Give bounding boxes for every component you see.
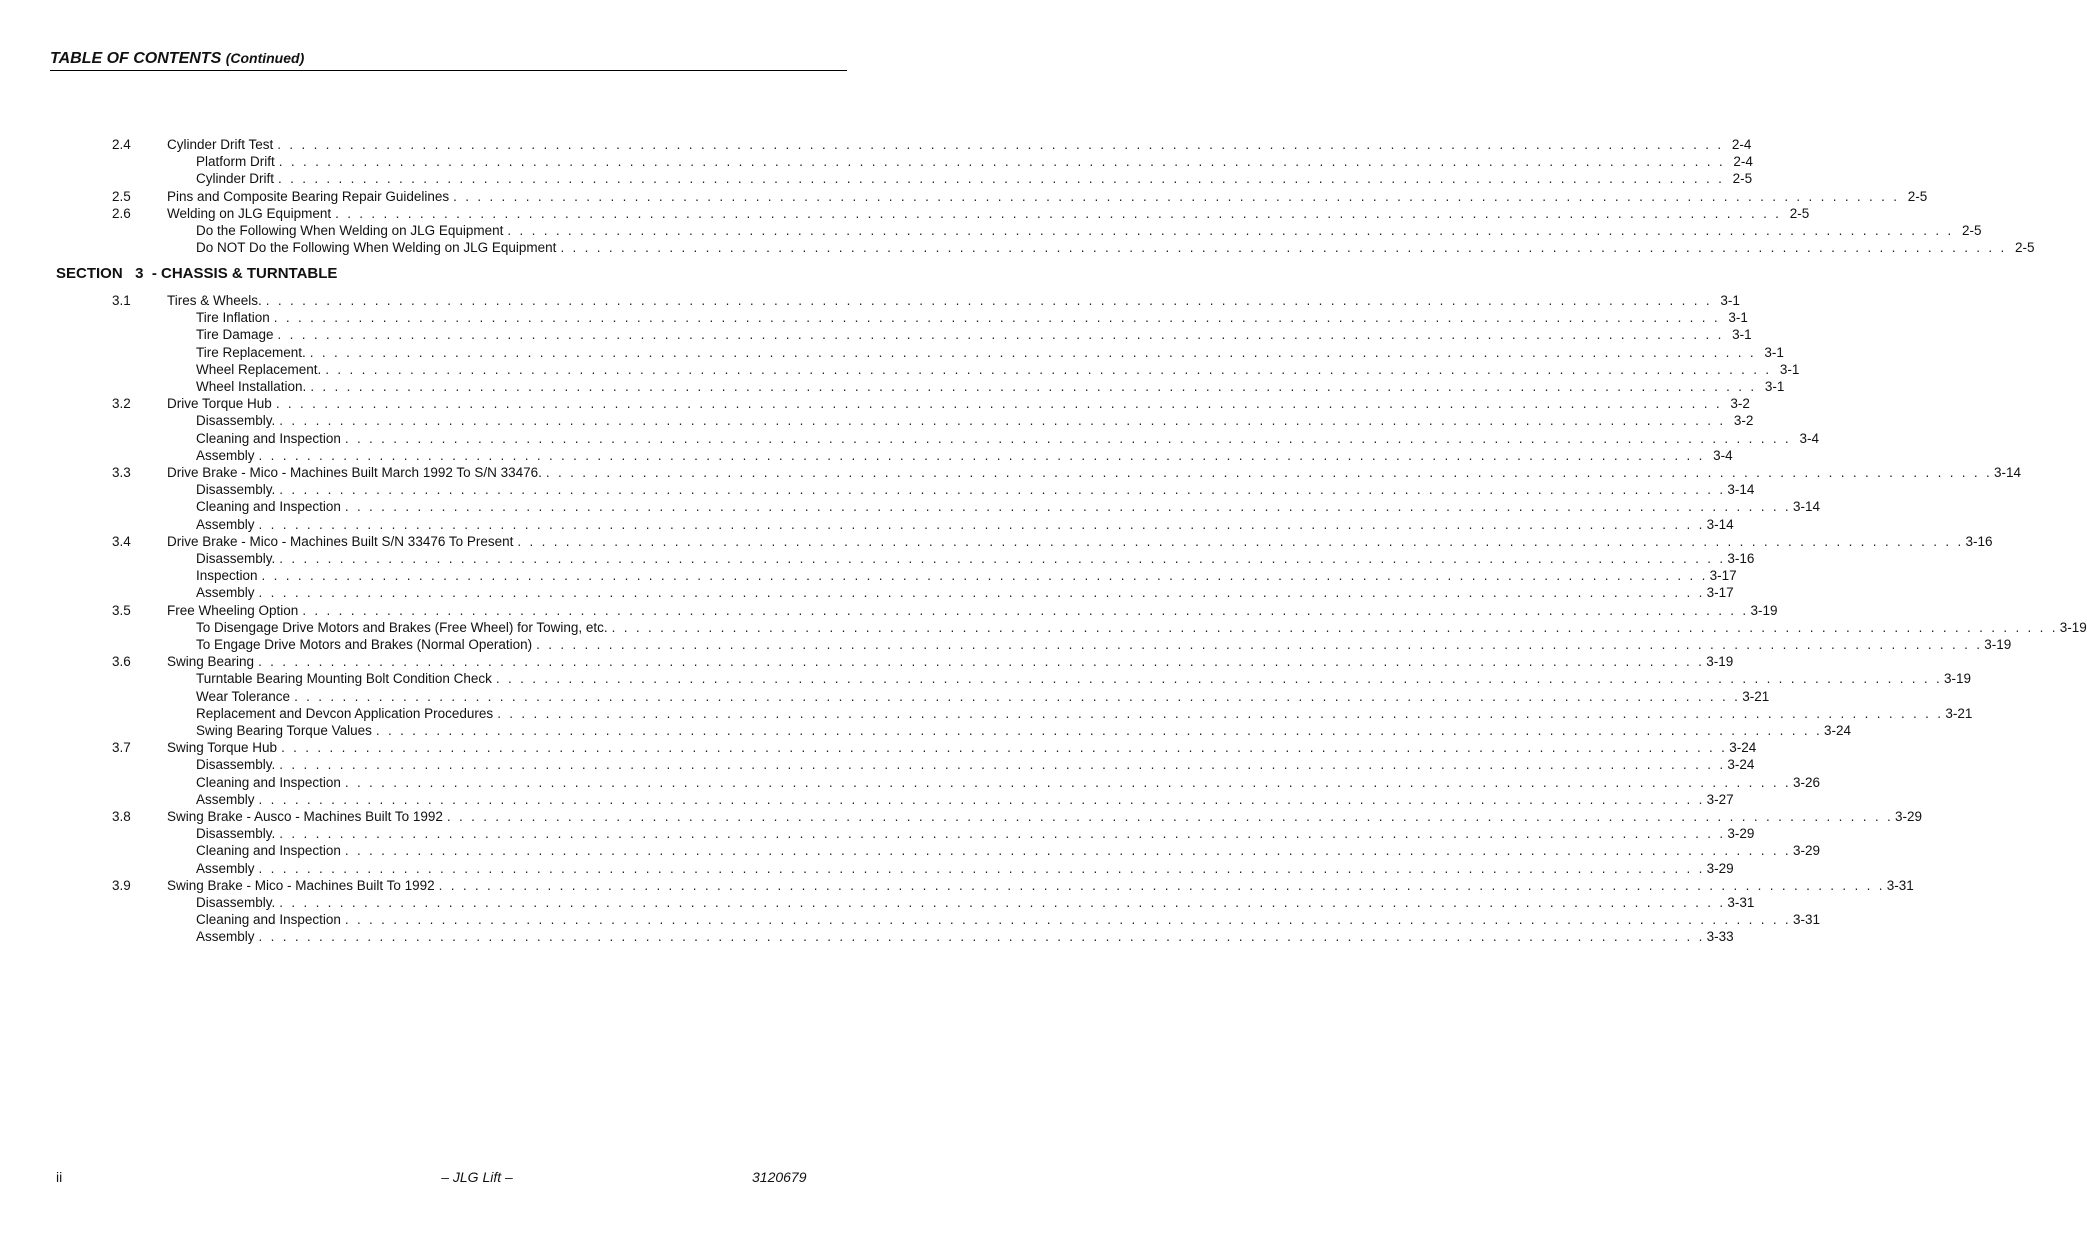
toc-dot-leader: . . . . . . . . . . . . . . . . . . . . . . . . . . . . . . . . . . . . . . . . . . . . . . . . . . . . . . . . . . . . . . . . . . . . . . . . . . . . . . . . . . . . . . . . . . . . . . . . . . . . . . . . . . . . . . . . . . . . . . . . <box>507 223 1954 238</box>
toc-dot-leader: . . . . . . . . . . . . . . . . . . . . . . . . . . . . . . . . . . . . . . . . . . . . . . . . . . . . . . . . . . . . . . . . . . . . . . . . . . . . . . . . . . . . . . . . . . . . . . . . . . . . . . . . . . . . . . . . . . . . . . . . <box>261 568 1708 584</box>
toc-title: Inspection <box>196 568 258 584</box>
toc-entry <box>167 877 1914 894</box>
toc-dot-leader: . . . . . . . . . . . . . . . . . . . . . . . . . . . . . . . . . . . . . . . . . . . . . . . . . . . . . . . . . . . . . . . . . . . . . . . . . . . . . . . . . . . . . . . . . . . . . . . . . . . . . . . . . . . . . . . . . . . . . . . . <box>258 447 1705 463</box>
toc-title: Cleaning and Inspection <box>196 843 341 859</box>
toc-page-number: 3-31 <box>1792 912 1821 928</box>
toc-row <box>0 911 1821 928</box>
toc-entry <box>196 722 1852 739</box>
toc-row <box>0 894 1755 911</box>
toc-section-number: 3.6 <box>112 654 131 670</box>
toc-row <box>0 550 1755 567</box>
toc-page-number: 3-1 <box>1764 344 1784 360</box>
toc-page-number: 3-29 <box>1706 860 1734 876</box>
toc-dot-leader: . . . . . . . . . . . . . . . . . . . . . . . . . . . . . . . . . . . . . . . . . . . . . . . . . . . . . . . . . . . . . . . . . . . . . . . . . . . . . . . . . . . . . . . . . . . . . . . . . . . . . . . . . . . . . . . . . . . . . . . . <box>258 860 1705 876</box>
toc-entry <box>196 567 1737 584</box>
toc-row <box>0 344 1784 361</box>
toc-entry <box>196 619 2087 636</box>
toc-entry <box>167 395 1750 412</box>
toc-dot-leader: . . . . . . . . . . . . . . . . . . . . . . . . . . . . . . . . . . . . . . . . . . . . . . . . . . . . . . . . . . . . . . . . . . . . . . . . . . . . . . . . . . . . . . . . . . . . . . . . . . . . . . . . . . . . . . . . . . . . . . . . <box>281 740 1728 756</box>
toc-entry <box>196 516 1734 533</box>
toc-entry <box>196 756 1755 773</box>
toc-title: Assembly <box>196 791 255 807</box>
toc-dot-leader: . . . . . . . . . . . . . . . . . . . . . . . . . . . . . . . . . . . . . . . . . . . . . . . . . . . . . . . . . . . . . . . . . . . . . . . . . . . . . . . . . . . . . . . . . . . . . . . . . . . . . . . . . . . . . . . . . . . . . . . . <box>517 533 1964 549</box>
toc-page-number: 2-5 <box>1962 223 1982 238</box>
toc-dot-leader: . . . . . . . . . . . . . . . . . . . . . . . . . . . . . . . . . . . . . . . . . . . . . . . . . . . . . . . . . . . . . . . . . . . . . . . . . . . . . . . . . . . . . . . . . . . . . . . . . . . . . . . . . . . . . . . . . . . . . . . . <box>294 688 1741 704</box>
toc-row <box>0 498 1821 515</box>
toc-dot-leader: . . . . . . . . . . . . . . . . . . . . . . . . . . . . . . . . . . . . . . . . . . . . . . . . . . . . . . . . . . . . . . . . . . . . . . . . . . . . . . . . . . . . . . . . . . . . . . . . . . . . . . . . . . . . . . . . . . . . . . . . <box>497 705 1944 721</box>
toc-dot-leader: . . . . . . . . . . . . . . . . . . . . . . . . . . . . . . . . . . . . . . . . . . . . . . . . . . . . . . . . . . . . . . . . . . . . . . . . . . . . . . . . . . . . . . . . . . . . . . . . . . . . . . . . . . . . . . . . . . . . . . . . <box>277 327 1724 343</box>
toc-page-number: 3-27 <box>1706 791 1734 807</box>
toc-entry <box>167 808 1923 825</box>
toc-dot-leader: . . . . . . . . . . . . . . . . . . . . . . . . . . . . . . . . . . . . . . . . . . . . . . . . . . . . . . . . . . . . . . . . . . . . . . . . . . . . . . . . . . . . . . . . . . . . . . . . . . . . . . . . . . . . . . . . . . . . . . . . <box>309 344 1756 360</box>
toc-row <box>0 602 1778 619</box>
toc-entry <box>167 205 1810 222</box>
toc-entry <box>196 928 1734 945</box>
toc-entry <box>196 636 2012 653</box>
toc-title: To Disengage Drive Motors and Brakes (Free Wheel) for Towing, etc. <box>196 619 608 635</box>
toc-page-number: 3-1 <box>1732 327 1752 343</box>
toc-title: Cleaning and Inspection <box>196 912 341 928</box>
toc-section-number: 3.7 <box>112 740 131 756</box>
toc-title: Disassembly. <box>196 413 276 429</box>
toc-dot-leader: . . . . . . . . . . . . . . . . . . . . . . . . . . . . . . . . . . . . . . . . . . . . . . . . . . . . . . . . . . . . . . . . . . . . . . . . . . . . . . . . . . . . . . . . . . . . . . . . . . . . . . . . . . . . . . . . . . . . . . . . <box>265 293 1712 308</box>
toc-title: Platform Drift <box>196 154 275 170</box>
toc-entry <box>196 774 1821 791</box>
toc-section-number: 3.1 <box>112 293 131 308</box>
toc-title: To Engage Drive Motors and Brakes (Normal Operation) <box>196 637 533 652</box>
toc-dot-leader: . . . . . . . . . . . . . . . . . . . . . . . . . . . . . . . . . . . . . . . . . . . . . . . . . . . . . . . . . . . . . . . . . . . . . . . . . . . . . . . . . . . . . . . . . . . . . . . . . . . . . . . . . . . . . . . . . . . . . . . . <box>344 912 1791 928</box>
toc-title: Disassembly. <box>196 757 276 773</box>
toc-entry <box>196 344 1784 361</box>
toc-section-number: 3.3 <box>112 465 131 480</box>
toc-dot-leader: . . . . . . . . . . . . . . . . . . . . . . . . . . . . . . . . . . . . . . . . . . . . . . . . . . . . . . . . . . . . . . . . . . . . . . . . . . . . . . . . . . . . . . . . . . . . . . . . . . . . . . . . . . . . . . . . . . . . . . . . <box>278 171 1725 187</box>
toc-page-number: 3-24 <box>1729 740 1757 756</box>
toc-title: Wheel Installation. <box>196 379 307 394</box>
toc-dot-leader: . . . . . . . . . . . . . . . . . . . . . . . . . . . . . . . . . . . . . . . . . . . . . . . . . . . . . . . . . . . . . . . . . . . . . . . . . . . . . . . . . . . . . . . . . . . . . . . . . . . . . . . . . . . . . . . . . . . . . . . . <box>258 654 1705 670</box>
toc-title: Tires & Wheels. <box>167 293 262 308</box>
toc-dot-leader: . . . . . . . . . . . . . . . . . . . . . . . . . . . . . . . . . . . . . . . . . . . . . . . . . . . . . . . . . . . . . . . . . . . . . . . . . . . . . . . . . . . . . . . . . . . . . . . . . . . . . . . . . . . . . . . . . . . . . . . . <box>279 895 1726 910</box>
toc-entry <box>196 239 2035 256</box>
toc-title: Cleaning and Inspection <box>196 430 341 446</box>
toc-page-number: 3-16 <box>1727 551 1755 566</box>
toc-title: Assembly <box>196 929 255 945</box>
toc-row <box>0 222 1982 239</box>
toc-row <box>0 136 1752 153</box>
toc-row <box>0 205 1810 222</box>
toc-page-number: 3-1 <box>1779 361 1800 377</box>
toc-row <box>0 153 1753 170</box>
toc-page-number: 3-24 <box>1727 757 1755 773</box>
toc-title: Wheel Replacement. <box>196 361 322 377</box>
toc-title: Pins and Composite Bearing Repair Guidelines <box>167 188 450 204</box>
toc-dot-leader: . . . . . . . . . . . . . . . . . . . . . . . . . . . . . . . . . . . . . . . . . . . . . . . . . . . . . . . . . . . . . . . . . . . . . . . . . . . . . . . . . . . . . . . . . . . . . . . . . . . . . . . . . . . . . . . . . . . . . . . . <box>453 188 1900 204</box>
toc-page-number: 3-19 <box>1984 637 2012 652</box>
toc-dot-leader: . . . . . . . . . . . . . . . . . . . . . . . . . . . . . . . . . . . . . . . . . . . . . . . . . . . . . . . . . . . . . . . . . . . . . . . . . . . . . . . . . . . . . . . . . . . . . . . . . . . . . . . . . . . . . . . . . . . . . . . . <box>344 430 1791 446</box>
toc-page-number: 3-31 <box>1886 877 1914 893</box>
toc-row <box>0 430 1819 447</box>
toc-page-number: 3-2 <box>1730 396 1750 412</box>
toc-dot-leader: . . . . . . . . . . . . . . . . . . . . . . . . . . . . . . . . . . . . . . . . . . . . . . . . . . . . . . . . . . . . . . . . . . . . . . . . . . . . . . . . . . . . . . . . . . . . . . . . . . . . . . . . . . . . . . . . . . . . . . . . <box>273 310 1720 326</box>
toc-title: Turntable Bearing Mounting Bolt Condition Check <box>196 671 492 687</box>
toc-title: Drive Brake - Mico - Machines Built March 1992 To S/N 33476. <box>167 465 542 480</box>
toc-row <box>0 653 1734 670</box>
toc-entry <box>196 842 1821 859</box>
toc-row <box>0 774 1821 791</box>
toc-entry <box>196 860 1734 877</box>
toc-dot-leader: . . . . . . . . . . . . . . . . . . . . . . . . . . . . . . . . . . . . . . . . . . . . . . . . . . . . . . . . . . . . . . . . . . . . . . . . . . . . . . . . . . . . . . . . . . . . . . . . . . . . . . . . . . . . . . . . . . . . . . . . <box>258 585 1705 601</box>
toc-section-number: 3.9 <box>112 877 131 893</box>
toc-page-number: 3-16 <box>1965 533 1993 549</box>
toc-row <box>0 670 1972 687</box>
toc-row <box>0 842 1821 859</box>
toc-dot-leader: . . . . . . . . . . . . . . . . . . . . . . . . . . . . . . . . . . . . . . . . . . . . . . . . . . . . . . . . . . . . . . . . . . . . . . . . . . . . . . . . . . . . . . . . . . . . . . . . . . . . . . . . . . . . . . . . . . . . . . . . <box>279 413 1726 429</box>
toc-entry <box>167 464 2022 481</box>
header-title: TABLE OF CONTENTS <box>50 50 222 67</box>
toc-title: Welding on JLG Equipment <box>167 205 332 221</box>
toc-title: Disassembly. <box>196 482 276 498</box>
toc-dot-leader: . . . . . . . . . . . . . . . . . . . . . . . . . . . . . . . . . . . . . . . . . . . . . . . . . . . . . . . . . . . . . . . . . . . . . . . . . . . . . . . . . . . . . . . . . . . . . . . . . . . . . . . . . . . . . . . . . . . . . . . . <box>344 774 1791 790</box>
toc-title: Do the Following When Welding on JLG Equipment <box>196 223 504 238</box>
toc-row <box>0 395 1750 412</box>
toc-entry <box>196 705 1973 722</box>
toc-title: Assembly <box>196 516 255 532</box>
toc-entry <box>167 653 1734 670</box>
toc-page-number: 3-31 <box>1727 895 1755 910</box>
toc-title: Wear Tolerance <box>196 688 291 704</box>
toc-entry <box>196 153 1753 170</box>
toc-row <box>0 808 1923 825</box>
toc-page-number: 2-5 <box>1732 171 1753 187</box>
toc-title: Replacement and Devcon Application Procedures <box>196 705 494 721</box>
toc-entry <box>196 326 1752 343</box>
toc-entry <box>196 222 1982 239</box>
toc-title: Swing Bearing <box>167 654 255 670</box>
toc-dot-leader: . . . . . . . . . . . . . . . . . . . . . . . . . . . . . . . . . . . . . . . . . . . . . . . . . . . . . . . . . . . . . . . . . . . . . . . . . . . . . . . . . . . . . . . . . . . . . . . . . . . . . . . . . . . . . . . . . . . . . . . . <box>275 396 1722 412</box>
footer-center: – JLG Lift – <box>441 1169 513 1185</box>
toc-row <box>0 481 1755 498</box>
toc-dot-leader: . . . . . . . . . . . . . . . . . . . . . . . . . . . . . . . . . . . . . . . . . . . . . . . . . . . . . . . . . . . . . . . . . . . . . . . . . . . . . . . . . . . . . . . . . . . . . . . . . . . . . . . . . . . . . . . . . . . . . . . . <box>560 240 2007 256</box>
toc-section-number: 2.4 <box>112 137 131 152</box>
toc-title: Disassembly. <box>196 895 276 910</box>
toc-dot-leader: . . . . . . . . . . . . . . . . . . . . . . . . . . . . . . . . . . . . . . . . . . . . . . . . . . . . . . . . . . . . . . . . . . . . . . . . . . . . . . . . . . . . . . . . . . . . . . . . . . . . . . . . . . . . . . . . . . . . . . . . <box>302 602 1749 618</box>
toc-dot-leader: . . . . . . . . . . . . . . . . . . . . . . . . . . . . . . . . . . . . . . . . . . . . . . . . . . . . . . . . . . . . . . . . . . . . . . . . . . . . . . . . . . . . . . . . . . . . . . . . . . . . . . . . . . . . . . . . . . . . . . . . <box>279 757 1726 773</box>
toc-section-number: 3.5 <box>112 602 131 618</box>
toc-page-number: 3-14 <box>1994 465 2022 480</box>
toc-row <box>0 928 1734 945</box>
toc-section-number: 2.6 <box>112 205 131 221</box>
toc-title: Free Wheeling Option <box>167 602 299 618</box>
toc-row <box>0 447 1733 464</box>
toc-dot-leader: . . . . . . . . . . . . . . . . . . . . . . . . . . . . . . . . . . . . . . . . . . . . . . . . . . . . . . . . . . . . . . . . . . . . . . . . . . . . . . . . . . . . . . . . . . . . . . . . . . . . . . . . . . . . . . . . . . . . . . . . <box>611 619 2058 635</box>
toc-section-number: 3.8 <box>112 809 131 824</box>
toc-title: Swing Torque Hub <box>167 740 278 756</box>
toc-title: Cylinder Drift Test <box>167 137 274 152</box>
toc-row <box>0 378 1785 395</box>
toc-entry <box>167 188 1928 205</box>
toc-page-number: 3-19 <box>1944 671 1972 687</box>
toc-entry <box>196 825 1755 842</box>
toc-title: Cleaning and Inspection <box>196 774 341 790</box>
toc-entry <box>196 550 1755 567</box>
toc-row <box>0 791 1734 808</box>
toc-title: Assembly <box>196 585 255 601</box>
toc-page-number: 3-19 <box>2059 619 2087 635</box>
toc-dot-leader: . . . . . . . . . . . . . . . . . . . . . . . . . . . . . . . . . . . . . . . . . . . . . . . . . . . . . . . . . . . . . . . . . . . . . . . . . . . . . . . . . . . . . . . . . . . . . . . . . . . . . . . . . . . . . . . . . . . . . . . . <box>277 137 1724 152</box>
toc-page-number: 3-1 <box>1728 310 1748 326</box>
toc-title: Disassembly. <box>196 551 276 566</box>
toc-title: Cylinder Drift <box>196 171 275 187</box>
toc-row <box>0 309 1748 326</box>
toc-page-number: 2-4 <box>1733 154 1753 170</box>
toc-row <box>0 705 1973 722</box>
toc-row <box>0 860 1734 877</box>
toc-page-number: 3-19 <box>1750 602 1778 618</box>
toc-entry <box>196 378 1785 395</box>
toc-dot-leader: . . . . . . . . . . . . . . . . . . . . . . . . . . . . . . . . . . . . . . . . . . . . . . . . . . . . . . . . . . . . . . . . . . . . . . . . . . . . . . . . . . . . . . . . . . . . . . . . . . . . . . . . . . . . . . . . . . . . . . . . <box>279 482 1726 498</box>
toc-title: Swing Bearing Torque Values <box>196 723 372 738</box>
footer-doc-number: 3120679 <box>752 1169 807 1185</box>
toc-entry <box>196 170 1753 187</box>
toc-dot-leader: . . . . . . . . . . . . . . . . . . . . . . . . . . . . . . . . . . . . . . . . . . . . . . . . . . . . . . . . . . . . . . . . . . . . . . . . . . . . . . . . . . . . . . . . . . . . . . . . . . . . . . . . . . . . . . . . . . . . . . . . <box>258 791 1705 807</box>
toc-entry <box>196 498 1821 515</box>
toc-dot-leader: . . . . . . . . . . . . . . . . . . . . . . . . . . . . . . . . . . . . . . . . . . . . . . . . . . . . . . . . . . . . . . . . . . . . . . . . . . . . . . . . . . . . . . . . . . . . . . . . . . . . . . . . . . . . . . . . . . . . . . . . <box>279 551 1726 566</box>
toc-page-number: 3-1 <box>1764 379 1785 394</box>
toc-row <box>0 412 1754 429</box>
toc-row <box>0 619 2087 636</box>
toc-dot-leader: . . . . . . . . . . . . . . . . . . . . . . . . . . . . . . . . . . . . . . . . . . . . . . . . . . . . . . . . . . . . . . . . . . . . . . . . . . . . . . . . . . . . . . . . . . . . . . . . . . . . . . . . . . . . . . . . . . . . . . . . <box>375 723 1822 738</box>
toc-page-number: 2-5 <box>1907 188 1928 204</box>
toc-section-number: 2.5 <box>112 188 131 204</box>
toc-row <box>0 326 1752 343</box>
toc-dot-leader: . . . . . . . . . . . . . . . . . . . . . . . . . . . . . . . . . . . . . . . . . . . . . . . . . . . . . . . . . . . . . . . . . . . . . . . . . . . . . . . . . . . . . . . . . . . . . . . . . . . . . . . . . . . . . . . . . . . . . . . . <box>495 671 1943 687</box>
toc-title: Disassembly. <box>196 826 276 842</box>
toc-row <box>0 584 1734 601</box>
toc-row <box>0 877 1914 894</box>
toc-page-number: 3-29 <box>1895 809 1923 824</box>
toc-entry <box>167 292 1740 309</box>
toc-title: Do NOT Do the Following When Welding on JLG Equipment <box>196 240 557 256</box>
toc-dot-leader: . . . . . . . . . . . . . . . . . . . . . . . . . . . . . . . . . . . . . . . . . . . . . . . . . . . . . . . . . . . . . . . . . . . . . . . . . . . . . . . . . . . . . . . . . . . . . . . . . . . . . . . . . . . . . . . . . . . . . . . . <box>545 465 1993 480</box>
toc-section-number: 3.4 <box>112 533 131 549</box>
toc-row <box>0 739 1757 756</box>
toc-title: Drive Brake - Mico - Machines Built S/N 33476 To Present <box>167 533 514 549</box>
toc-page-number: 3-29 <box>1792 843 1821 859</box>
toc-dot-leader: . . . . . . . . . . . . . . . . . . . . . . . . . . . . . . . . . . . . . . . . . . . . . . . . . . . . . . . . . . . . . . . . . . . . . . . . . . . . . . . . . . . . . . . . . . . . . . . . . . . . . . . . . . . . . . . . . . . . . . . . <box>258 929 1705 945</box>
toc-entry <box>167 739 1757 756</box>
page-header <box>50 50 847 71</box>
toc-page-number: 3-26 <box>1792 774 1821 790</box>
toc-page-number: 3-14 <box>1792 499 1821 515</box>
toc-row <box>0 688 1770 705</box>
toc-page-number: 3-21 <box>1945 705 1973 721</box>
toc-page-number: 3-19 <box>1706 654 1734 670</box>
toc-entry <box>196 309 1748 326</box>
toc-entry <box>196 688 1770 705</box>
toc-page-number: 2-5 <box>2015 240 2035 256</box>
toc-section-number: 3.2 <box>112 396 131 412</box>
toc-title: Tire Inflation <box>196 310 270 326</box>
toc-row <box>0 188 1928 205</box>
toc-dot-leader: . . . . . . . . . . . . . . . . . . . . . . . . . . . . . . . . . . . . . . . . . . . . . . . . . . . . . . . . . . . . . . . . . . . . . . . . . . . . . . . . . . . . . . . . . . . . . . . . . . . . . . . . . . . . . . . . . . . . . . . . <box>278 154 1725 170</box>
toc-entry <box>167 533 1993 550</box>
toc-row <box>0 567 1737 584</box>
toc-title: Cleaning and Inspection <box>196 499 341 515</box>
toc-dot-leader: . . . . . . . . . . . . . . . . . . . . . . . . . . . . . . . . . . . . . . . . . . . . . . . . . . . . . . . . . . . . . . . . . . . . . . . . . . . . . . . . . . . . . . . . . . . . . . . . . . . . . . . . . . . . . . . . . . . . . . . . <box>325 361 1772 377</box>
toc-entry <box>196 481 1755 498</box>
toc-entry <box>167 136 1752 153</box>
toc-dot-leader: . . . . . . . . . . . . . . . . . . . . . . . . . . . . . . . . . . . . . . . . . . . . . . . . . . . . . . . . . . . . . . . . . . . . . . . . . . . . . . . . . . . . . . . . . . . . . . . . . . . . . . . . . . . . . . . . . . . . . . . . <box>344 843 1791 859</box>
toc-entry <box>196 430 1819 447</box>
toc-row <box>0 516 1734 533</box>
toc-dot-leader: . . . . . . . . . . . . . . . . . . . . . . . . . . . . . . . . . . . . . . . . . . . . . . . . . . . . . . . . . . . . . . . . . . . . . . . . . . . . . . . . . . . . . . . . . . . . . . . . . . . . . . . . . . . . . . . . . . . . . . . . <box>446 809 1894 824</box>
toc-row <box>0 239 2035 256</box>
toc-title: Tire Replacement. <box>196 344 306 360</box>
toc-page-number: 2-5 <box>1789 205 1810 221</box>
toc-dot-leader: . . . . . . . . . . . . . . . . . . . . . . . . . . . . . . . . . . . . . . . . . . . . . . . . . . . . . . . . . . . . . . . . . . . . . . . . . . . . . . . . . . . . . . . . . . . . . . . . . . . . . . . . . . . . . . . . . . . . . . . . <box>335 205 1782 221</box>
toc-page-number: 3-21 <box>1742 688 1770 704</box>
toc-page-number: 2-4 <box>1731 137 1752 152</box>
toc-page-number: 3-2 <box>1733 413 1754 429</box>
toc-page-number: 3-33 <box>1706 929 1734 945</box>
toc-entry <box>196 412 1754 429</box>
toc-title: Swing Brake - Mico - Machines Built To 1992 <box>167 877 435 893</box>
toc-dot-leader: . . . . . . . . . . . . . . . . . . . . . . . . . . . . . . . . . . . . . . . . . . . . . . . . . . . . . . . . . . . . . . . . . . . . . . . . . . . . . . . . . . . . . . . . . . . . . . . . . . . . . . . . . . . . . . . . . . . . . . . . <box>536 637 1983 652</box>
toc-dot-leader: . . . . . . . . . . . . . . . . . . . . . . . . . . . . . . . . . . . . . . . . . . . . . . . . . . . . . . . . . . . . . . . . . . . . . . . . . . . . . . . . . . . . . . . . . . . . . . . . . . . . . . . . . . . . . . . . . . . . . . . . <box>258 516 1705 532</box>
toc-page-number: 3-1 <box>1720 293 1740 308</box>
toc-title: Swing Brake - Ausco - Machines Built To 1992 <box>167 809 443 824</box>
toc-page-number: 3-24 <box>1824 723 1852 738</box>
toc-dot-leader: . . . . . . . . . . . . . . . . . . . . . . . . . . . . . . . . . . . . . . . . . . . . . . . . . . . . . . . . . . . . . . . . . . . . . . . . . . . . . . . . . . . . . . . . . . . . . . . . . . . . . . . . . . . . . . . . . . . . . . . . <box>279 826 1726 842</box>
toc-page-number: 3-4 <box>1713 447 1733 463</box>
toc-entry <box>167 602 1778 619</box>
toc-row <box>0 533 1993 550</box>
toc-page-number: 3-17 <box>1706 585 1734 601</box>
toc-row <box>0 361 1800 378</box>
toc-entry <box>196 447 1733 464</box>
toc-title: Assembly <box>196 860 255 876</box>
toc-dot-leader: . . . . . . . . . . . . . . . . . . . . . . . . . . . . . . . . . . . . . . . . . . . . . . . . . . . . . . . . . . . . . . . . . . . . . . . . . . . . . . . . . . . . . . . . . . . . . . . . . . . . . . . . . . . . . . . . . . . . . . . . <box>344 499 1791 515</box>
section-heading: SECTION 3 - CHASSIS & TURNTABLE <box>56 265 338 282</box>
toc-title: Tire Damage <box>196 327 274 343</box>
header-continued: (Continued) <box>225 50 305 66</box>
toc-row <box>0 292 1740 309</box>
toc-row <box>0 636 2012 653</box>
toc-entry <box>196 911 1821 928</box>
toc-page-number: 3-17 <box>1709 568 1737 584</box>
toc-title: Assembly <box>196 447 255 463</box>
toc-entry <box>196 584 1734 601</box>
toc-page-number: 3-4 <box>1799 430 1819 446</box>
toc-entry <box>196 894 1755 911</box>
toc-row <box>0 756 1755 773</box>
toc-dot-leader: . . . . . . . . . . . . . . . . . . . . . . . . . . . . . . . . . . . . . . . . . . . . . . . . . . . . . . . . . . . . . . . . . . . . . . . . . . . . . . . . . . . . . . . . . . . . . . . . . . . . . . . . . . . . . . . . . . . . . . . . <box>310 379 1757 394</box>
toc-row <box>0 464 2022 481</box>
toc-entry <box>196 670 1972 687</box>
toc-page-number: 3-14 <box>1706 516 1734 532</box>
toc-row <box>0 722 1852 739</box>
toc-entry <box>196 361 1800 378</box>
toc-page-number: 3-29 <box>1727 826 1755 842</box>
toc-title: Drive Torque Hub <box>167 396 272 412</box>
toc-entry <box>196 791 1734 808</box>
toc-dot-leader: . . . . . . . . . . . . . . . . . . . . . . . . . . . . . . . . . . . . . . . . . . . . . . . . . . . . . . . . . . . . . . . . . . . . . . . . . . . . . . . . . . . . . . . . . . . . . . . . . . . . . . . . . . . . . . . . . . . . . . . . <box>438 877 1885 893</box>
footer-page-label: ii <box>56 1169 63 1185</box>
toc-row <box>0 825 1755 842</box>
toc-row <box>0 170 1753 187</box>
toc-page-number: 3-14 <box>1727 482 1755 498</box>
